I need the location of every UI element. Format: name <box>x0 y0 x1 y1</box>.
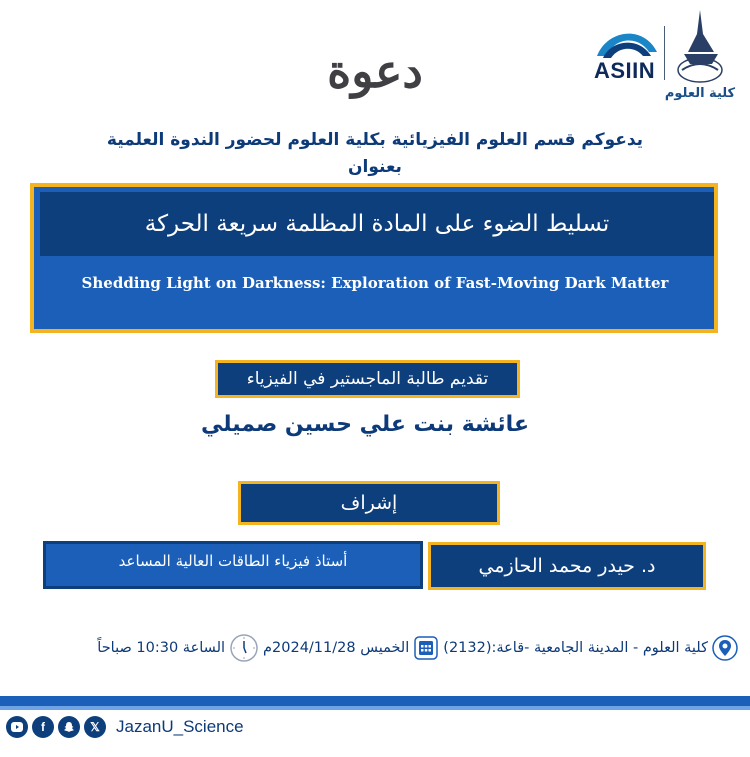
location-pin-icon <box>712 635 738 661</box>
invitation-title: دعوة <box>327 44 423 98</box>
event-date: الخميس 2024/11/28م <box>263 640 410 656</box>
supervisor-rank: أستاذ فيزياء الطاقات العالية المساعد <box>118 552 348 570</box>
intro-text-line2: بعنوان <box>348 157 402 177</box>
event-time: الساعة 10:30 صباحاً <box>97 640 226 656</box>
social-handle[interactable]: JazanU_Science <box>116 717 244 736</box>
social-media-row <box>6 713 244 741</box>
clock-icon <box>229 633 259 663</box>
supervision-label: إشراف <box>340 492 398 514</box>
jazan-university-seal-icon <box>670 8 730 90</box>
intro-text-line1: يدعوكم قسم العلوم الفيزيائية بكلية العلوم لحضور الندوة العلمية <box>106 130 644 150</box>
asiin-logo-text: ASIIN <box>594 58 656 83</box>
presenter-label: تقديم طالبة الماجستير في الفيزياء <box>246 369 489 389</box>
x-icon[interactable]: 𝕏 <box>84 716 106 738</box>
event-location: كلية العلوم - المدينة الجامعية -قاعة:(2132) <box>443 640 708 656</box>
footer-bar-light <box>0 706 750 710</box>
event-details-row <box>10 630 738 666</box>
footer-bar-dark <box>0 696 750 706</box>
seminar-title-english: Shedding Light on Darkness: Exploration of Fast-Moving Dark Matter <box>81 274 669 292</box>
supervisor-name: د. حيدر محمد الحازمي <box>478 555 656 577</box>
logo-divider <box>664 26 665 80</box>
college-name: كلية العلوم <box>664 86 736 101</box>
seminar-title-arabic: تسليط الضوء على المادة المظلمة سريعة الحركة <box>144 211 610 237</box>
facebook-icon[interactable]: f <box>32 716 54 738</box>
snapchat-icon[interactable] <box>58 716 80 738</box>
presenter-name: عائشة بنت علي حسين صميلي <box>201 412 529 437</box>
calendar-icon <box>413 635 439 661</box>
youtube-icon[interactable] <box>6 716 28 738</box>
